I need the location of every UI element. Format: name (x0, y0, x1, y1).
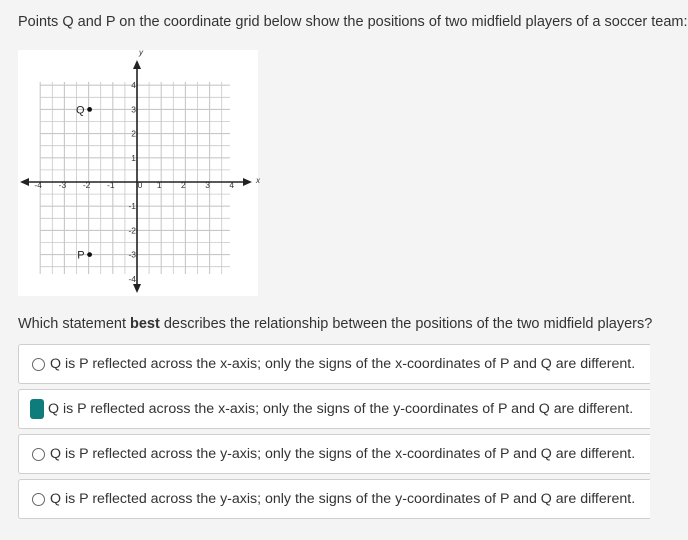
answer-option-label: Q is P reflected across the y-axis; only the signs of the x-coordinates of P and Q are different. (50, 446, 636, 462)
answer-options (18, 344, 650, 524)
y-axis-down-arrow-icon (133, 284, 141, 293)
radio-button-icon[interactable] (32, 358, 45, 371)
x-tick-label: -2 (82, 180, 91, 190)
point-label-q: Q (76, 104, 85, 117)
y-tick-label: -1 (128, 201, 136, 212)
answer-option-3[interactable] (18, 434, 650, 474)
x-tick-label: -4 (34, 180, 42, 190)
question-prompt: Points Q and P on the coordinate grid below show the positions of two midfield players of a soccer team: (18, 14, 688, 30)
x-tick-label: -3 (58, 180, 67, 190)
question-text-emphasis: best (130, 316, 160, 332)
y-axis-up-arrow-icon (133, 60, 141, 69)
radio-button-icon[interactable] (32, 493, 45, 506)
radio-button-icon[interactable] (32, 448, 45, 461)
question-text (18, 316, 652, 332)
x-axis-right-arrow-icon (243, 178, 252, 186)
x-axis-left-arrow-icon (20, 178, 29, 186)
x-tick-label: -1 (107, 180, 115, 190)
point-p (87, 252, 92, 257)
answer-option-label: Q is P reflected across the x-axis; only the signs of the y-coordinates of P and Q are different. (48, 401, 634, 417)
y-tick-label: -4 (128, 273, 136, 284)
y-tick-label: -3 (128, 249, 136, 260)
answer-option-4[interactable] (18, 479, 650, 519)
y-tick-label: 1 (131, 152, 136, 163)
y-tick-label: -2 (128, 225, 136, 236)
point-label-p: P (77, 249, 85, 262)
coordinate-grid (18, 50, 258, 296)
x-tick-label: 0 (137, 180, 143, 190)
answer-option-1[interactable] (18, 344, 650, 384)
x-tick-label: 2 (181, 180, 186, 190)
y-tick-label: 4 (131, 80, 136, 91)
y-tick-label: 3 (131, 104, 136, 115)
x-tick-label: 1 (156, 180, 162, 190)
coordinate-grid-figure (18, 50, 258, 296)
y-tick-label: 2 (131, 128, 136, 139)
x-axis-label: x (256, 176, 260, 185)
x-tick-label: 3 (205, 180, 210, 190)
answer-option-2[interactable] (18, 389, 650, 429)
point-q (87, 107, 92, 112)
question-text-before: Which statement (18, 316, 131, 332)
selected-radio-icon[interactable] (30, 399, 44, 419)
question-text-after: describes the relationship between the positions of the two midfield players? (159, 316, 653, 332)
x-tick-label: 4 (229, 180, 235, 190)
answer-option-label: Q is P reflected across the y-axis; only the signs of the y-coordinates of P and Q are different. (50, 491, 636, 507)
answer-option-label: Q is P reflected across the x-axis; only the signs of the x-coordinates of P and Q are different. (50, 356, 636, 372)
y-axis-label: y (139, 48, 143, 57)
